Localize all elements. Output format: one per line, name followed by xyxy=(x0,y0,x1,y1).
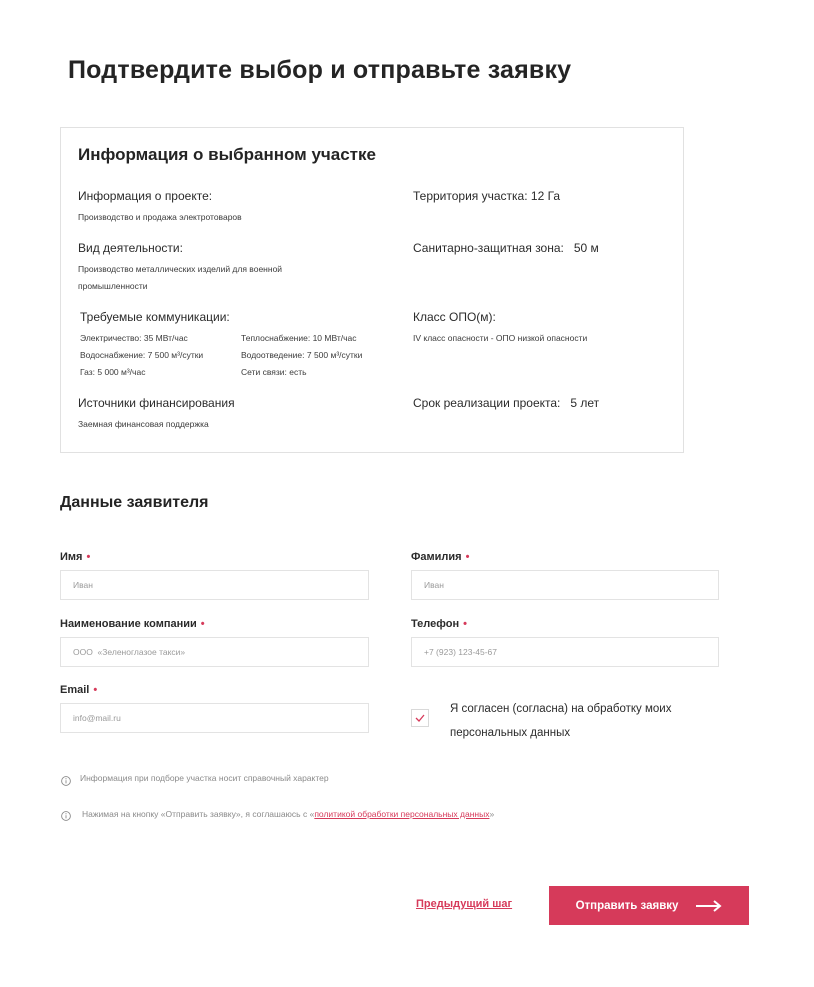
project-term-info: Срок реализации проекта: 5 лет xyxy=(413,396,600,410)
consent-checkbox[interactable] xyxy=(411,709,429,727)
phone-label xyxy=(411,618,467,630)
communication-network: Сети связи: есть xyxy=(241,367,307,377)
financing-label: Источники финансирования xyxy=(78,396,235,410)
company-label xyxy=(60,618,205,630)
financing-value: Заемная финансовая поддержка xyxy=(78,419,209,429)
info-note: Информация при подборе участка носит справочный характер xyxy=(80,773,329,783)
policy-link[interactable]: политикой обработки персональных данных xyxy=(314,809,490,819)
consent-text: Я согласен (согласна) на обработку моих персональных данных xyxy=(450,703,672,739)
site-info-title: Информация о выбранном участке xyxy=(78,145,376,164)
communication-water: Водоснабжение: 7 500 м³/сутки xyxy=(80,350,204,360)
first-name-input[interactable] xyxy=(60,570,369,600)
policy-note-suffix: » xyxy=(489,809,495,819)
email-label xyxy=(60,684,97,696)
required-mark: • xyxy=(93,684,98,696)
email-label-text: Email xyxy=(60,684,90,696)
activity-label: Вид деятельности: xyxy=(78,241,183,255)
communications-label: Требуемые коммуникации: xyxy=(80,310,230,324)
company-input[interactable] xyxy=(60,637,369,667)
last-name-label xyxy=(411,551,469,563)
arrow-right-icon xyxy=(696,900,722,912)
required-mark: • xyxy=(200,618,205,630)
required-mark: • xyxy=(465,551,470,563)
project-value: Производство и продажа электротоваров xyxy=(78,212,242,222)
phone-input[interactable] xyxy=(411,637,719,667)
policy-note-prefix: Нажимая на кнопку «Отправить заявку», я соглашаюсь с « xyxy=(82,809,315,819)
sanitary-zone-info: Санитарно-защитная зона: 50 м xyxy=(413,241,599,255)
first-name-label xyxy=(60,551,90,563)
communication-gas: Газ: 5 000 м³/час xyxy=(80,367,146,377)
policy-note xyxy=(82,809,494,819)
communication-heating: Теплоснабжение: 10 МВт/час xyxy=(241,333,357,343)
required-mark: • xyxy=(86,551,91,563)
communication-electricity: Электричество: 35 МВт/час xyxy=(80,333,188,343)
email-input[interactable] xyxy=(60,703,369,733)
applicant-section-title: Данные заявителя xyxy=(60,494,209,511)
last-name-label-text: Фамилия xyxy=(411,551,462,563)
company-label-text: Наименование компании xyxy=(60,618,197,630)
opo-class-value: IV класс опасности - ОПО низкой опасности xyxy=(413,333,588,343)
check-icon xyxy=(415,714,425,722)
project-label: Информация о проекте: xyxy=(78,189,213,203)
info-note-icon xyxy=(61,773,71,791)
activity-value: Производство металлических изделий для военной промышленности xyxy=(78,264,283,291)
page-title: Подтвердите выбор и отправьте заявку xyxy=(68,56,572,84)
required-mark: • xyxy=(463,618,467,630)
submit-button[interactable] xyxy=(549,886,749,925)
last-name-input[interactable] xyxy=(411,570,719,600)
opo-class-label: Класс ОПО(м): xyxy=(413,310,496,324)
previous-step-link[interactable]: Предыдущий шаг xyxy=(416,898,513,910)
first-name-label-text: Имя xyxy=(60,551,83,563)
phone-label-text: Телефон xyxy=(411,618,460,630)
communication-drainage: Водоотведение: 7 500 м³/сутки xyxy=(241,350,363,360)
territory-info: Территория участка: 12 Га xyxy=(413,189,561,203)
submit-button-label: Отправить заявку xyxy=(575,899,679,912)
policy-note-icon xyxy=(61,808,71,826)
